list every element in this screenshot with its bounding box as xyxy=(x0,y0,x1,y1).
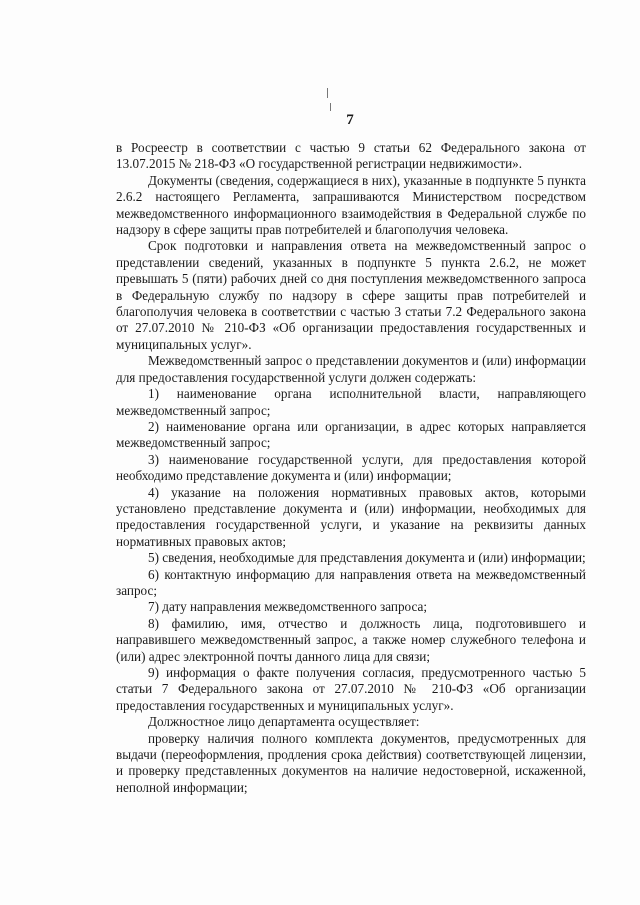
list-item: 3) наименование государственной услуги, для предоставления которой необходимо представление документа и (или) информации; xyxy=(116,451,586,484)
document-body xyxy=(116,140,586,796)
paragraph: Межведомственный запрос о представлении документов и (или) информации для предоставления государственной услуги должен содержать: xyxy=(116,353,586,385)
list-item: 6) контактную информацию для направления ответа на межведомственный запрос; xyxy=(116,566,586,598)
page-number: 7 xyxy=(346,112,354,128)
paragraph: Должностное лицо департамента осуществляет: xyxy=(148,714,420,730)
list-item: 9) информация о факте получения согласия, предусмотренного частью 5 статьи 7 Федерального закона от 27.07.2010 № 210-ФЗ «Об организации предоставления государственных и муниципальных услуг». xyxy=(116,665,586,713)
list-item: 5) сведения, необходимые для представления документа и (или) информации; xyxy=(148,550,586,566)
list-item: 1) наименование органа исполнительной власти, направляющего межведомственный запрос; xyxy=(116,386,586,418)
paragraph: Документы (сведения, содержащиеся в них), указанные в подпункте 5 пункта 2.6.2 настоящего Регламента, запрашиваются Министерством посредством межведомственного информационного взаимодействия в Федеральной службе по надзору в сфере защиты прав потребителей и благополучия человека. xyxy=(116,172,586,238)
list-item: 7) дату направления межведомственного запроса; xyxy=(148,599,428,615)
list-item: 8) фамилию, имя, отчество и должность лица, подготовившего и направившего межведомственный запрос, а также номер служебного телефона и (или) адрес электронной почты данного лица для связи; xyxy=(116,615,586,664)
list-item: 2) наименование органа или организации, в адрес которых направляется межведомственный запрос; xyxy=(116,418,586,451)
scan-artifact xyxy=(330,103,331,111)
paragraph: проверку наличия полного комплекта документов, предусмотренных для выдачи (переоформления, продления срока действия) соответствующей лицензии, и проверку представленных документов на наличие недостоверной, искаженной, неполной информации; xyxy=(116,730,586,795)
scan-artifact xyxy=(327,88,328,98)
paragraph: Срок подготовки и направления ответа на межведомственный запрос о представлении сведений, указанных в подпункте 5 пункта 2.6.2, не может превышать 5 (пяти) рабочих дней со дня поступления межведомственного запроса в Федеральную службу по надзору в сфере защиты прав потребителей и благополучия человека в соответствии с частью 3 статьи 7.2 Федерального закона от 27.07.2010 № 210-ФЗ «Об организации предоставления государственных и муниципальных услуг». xyxy=(116,238,586,352)
list-item: 4) указание на положения нормативных правовых актов, которыми установлено представление документа и (или) информации, необходимых для предоставления государственной услуги, и указание на реквизиты данных нормативных правовых актов; xyxy=(116,484,586,549)
paragraph: в Росреестр в соответствии с частью 9 статьи 62 Федерального закона от 13.07.2015 № 218-ФЗ «О государственной регистрации недвижимости». xyxy=(116,140,586,172)
